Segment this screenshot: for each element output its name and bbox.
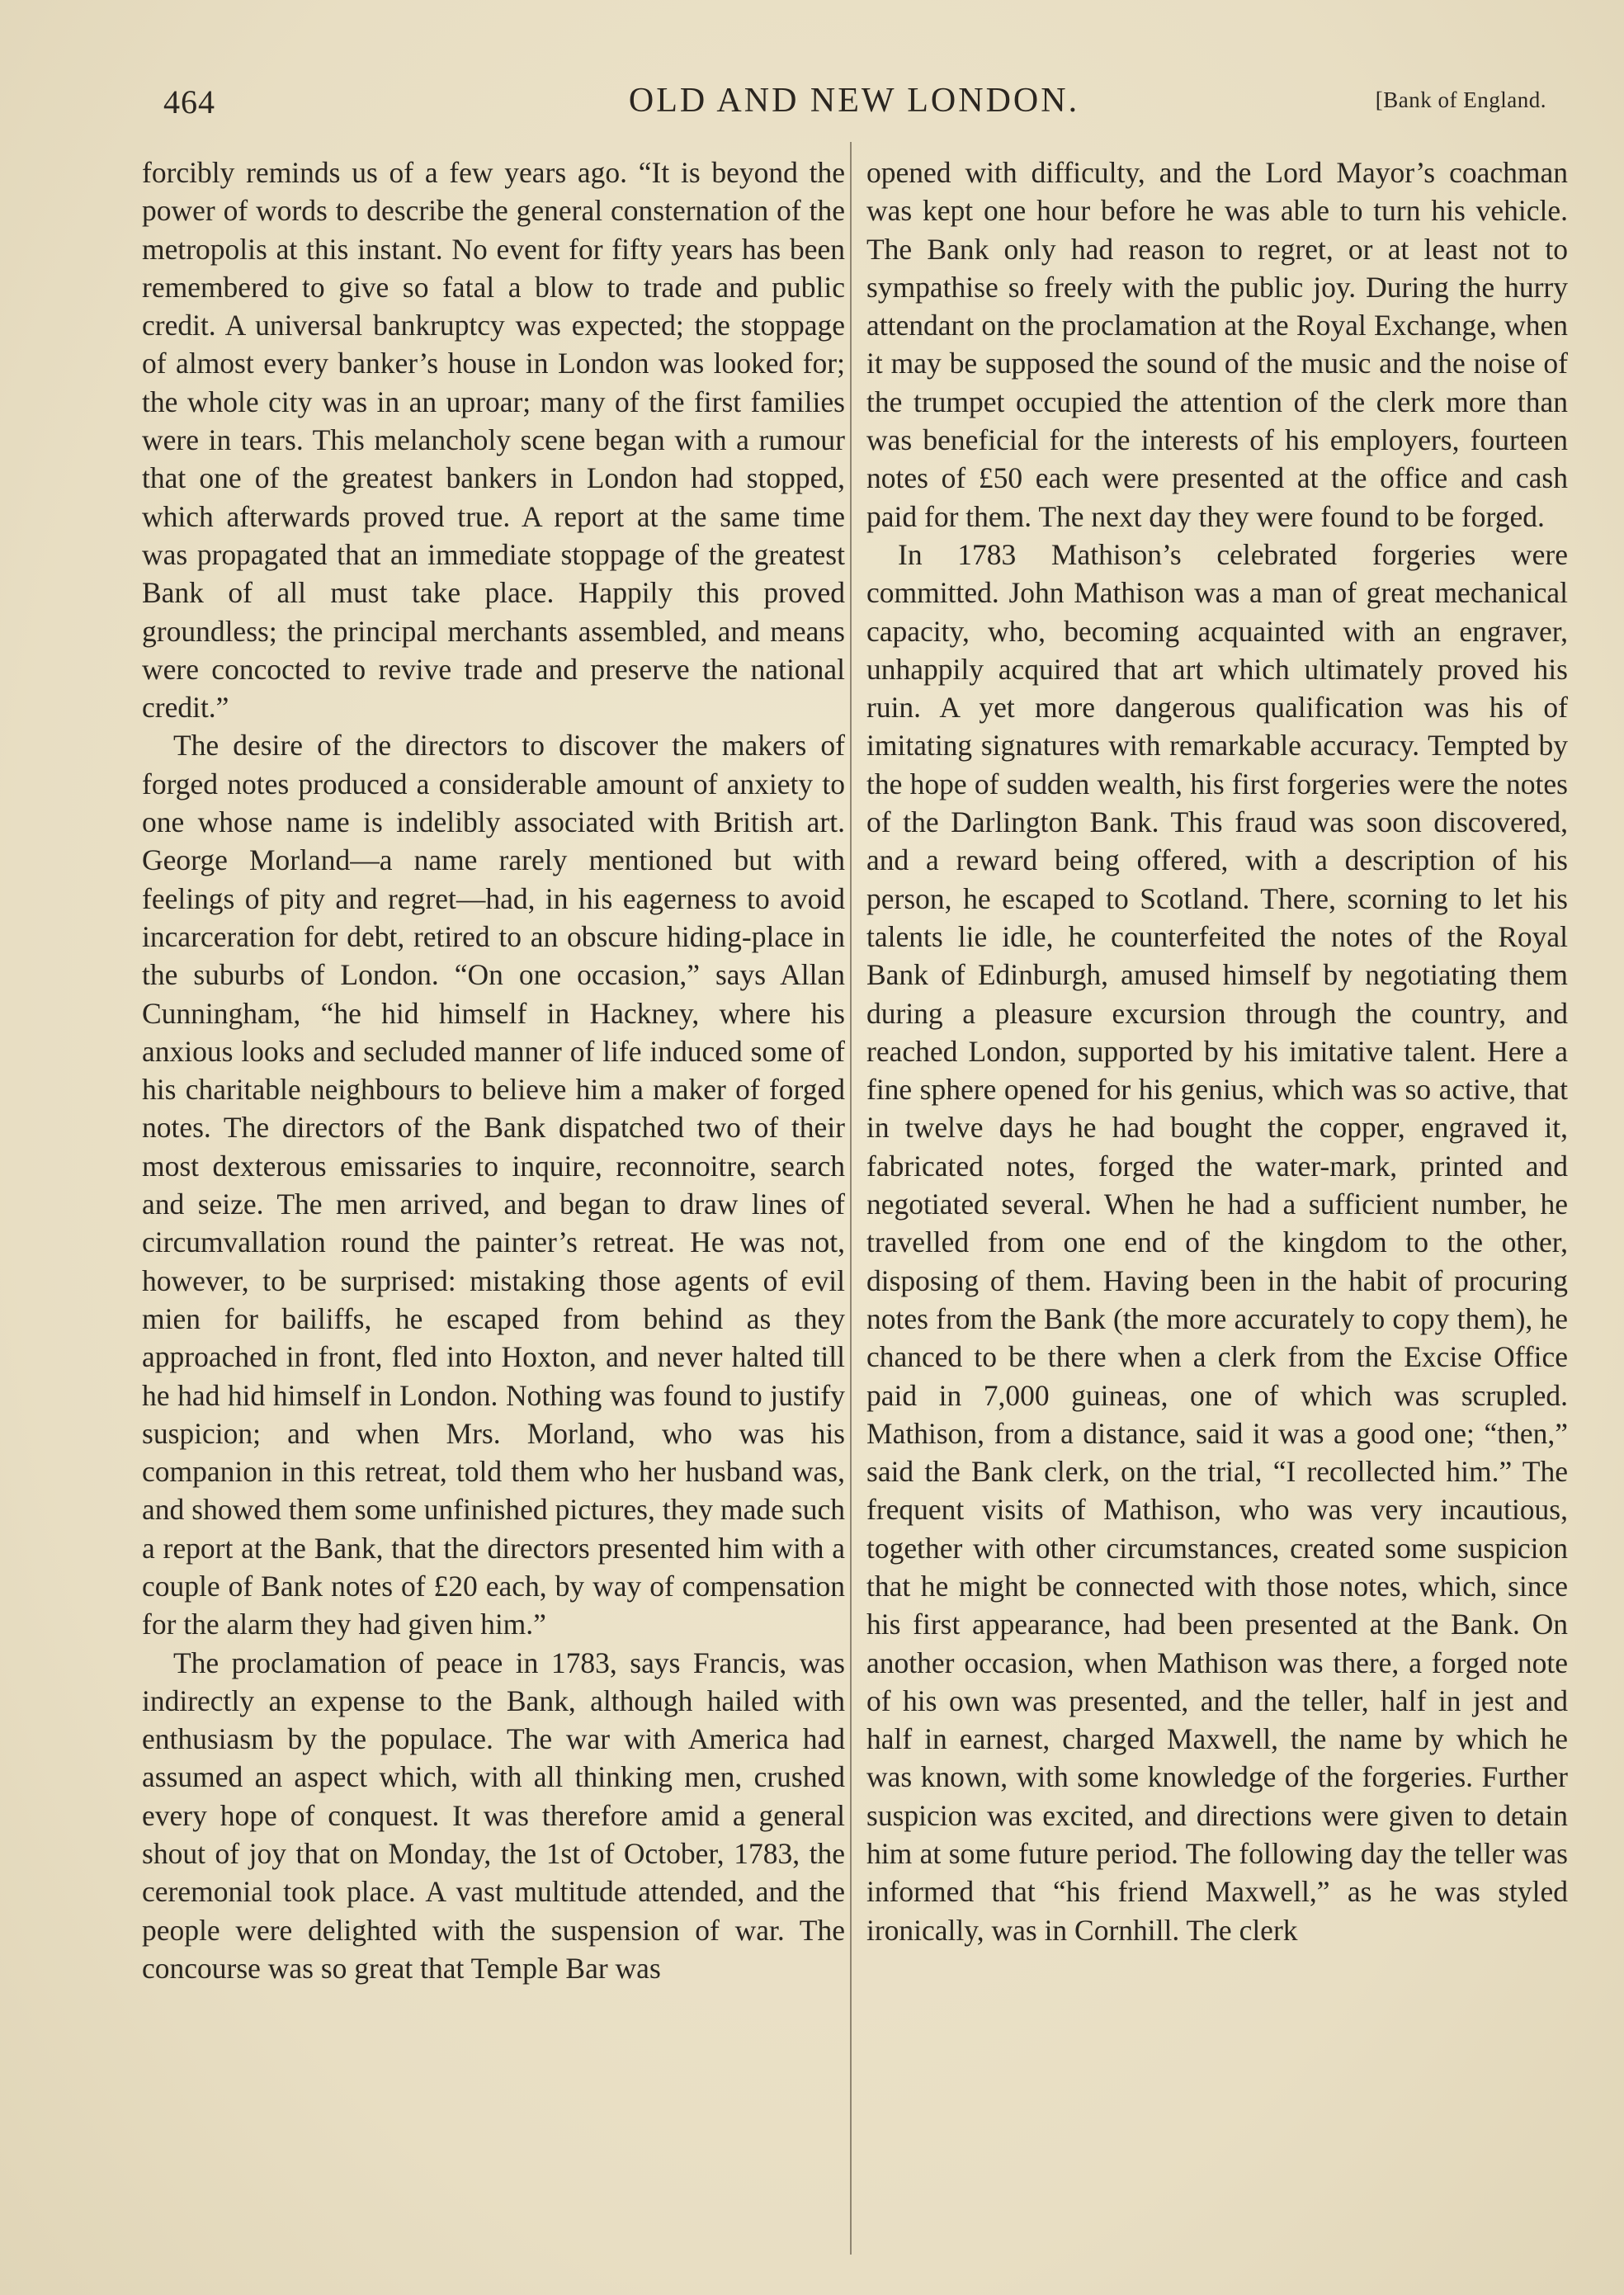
section-title: [Bank of England. bbox=[1375, 87, 1546, 112]
paragraph: The proclamation of peace in 1783, says Francis, was indirectly an expense to the Bank, although hailed with enthusiasm by the populace. The war with America had assumed an aspect which, with all thinking men, crushed every hope of conquest. It was therefore amid a general shout of joy that on Monday, the 1st of October, 1783, the ceremonial took place. A vast multitude attended, and the people were delighted with the suspension of war. The concourse was so great that Temple Bar was bbox=[142, 1646, 845, 1985]
paragraph: In 1783 Mathison’s celebrated forgeries were committed. John Mathison was a man of great mechanical capacity, who, becoming acquainted with an engraver, unhappily acquired that art which ultimately proved his ruin. A yet more dangerous qualification was his of imitating signatures with remarkable accuracy. Tempted by the hope of sudden wealth, his first forgeries were the notes of the Darlington Bank. This fraud was soon discovered, and a reward being offered, with a description of his person, he escaped to Scotland. There, scorning to let his talents lie idle, he counterfeited the notes of the Royal Bank of Edinburgh, amused himself by negotiating them during a pleasure excursion through the country, and reached London, supported by his imitative talent. Here a fine sphere opened for his genius, which was so active, that in twelve days he had bought the copper, engraved it, fabricated notes, forged the water-mark, printed and negotiated several. When he had a sufficient number, he travelled from one end of the kingdom to the other, disposing of them. Having been in the habit of procuring notes from the Bank (the more accurately to copy them), he chanced to be there when a clerk from the Excise Office paid in 7,000 guineas, one of which was scrupled. Mathison, from a distance, said it was a good one; “then,” said the Bank clerk, on the trial, “I recollected him.” The frequent visits of Mathison, who was very incautious, together with other circumstances, created some suspicion that he might be connected with those notes, which, since his first appearance, had been presented at the Bank. On another occasion, when Mathison was there, a forged note of his own was presented, and the teller, half in jest and half in earnest, charged Maxwell, the name by which he was known, with some knowledge of the forgeries. Further suspicion was excited, and directions were given to detain him at some future period. The following day the teller was informed that “his friend Maxwell,” as he was styled ironically, was in Cornhill. The clerk bbox=[866, 537, 1568, 1947]
left-column bbox=[142, 153, 845, 1987]
page-header bbox=[157, 76, 1551, 125]
paragraph: opened with difficulty, and the Lord Mayor’s coachman was kept one hour before he was able to turn his vehicle. The Bank only had reason to regret, or at least not to sympathise so freely with the public joy. During the hurry attendant on the proclamation at the Royal Exchange, when it may be supposed the sound of the music and the noise of the trumpet occupied the attention of the clerk more than was beneficial for the interests of his employers, fourteen notes of £50 each were presented at the office and cash paid for them. The next day they were found to be forged. bbox=[866, 156, 1568, 533]
right-column bbox=[866, 153, 1568, 1949]
running-title: OLD AND NEW LONDON. bbox=[628, 82, 1080, 120]
paragraph: The desire of the directors to discover the makers of forged notes produced a considerable amount of anxiety to one whose name is indelibly associated with British art. George Morland—a name rarely mentioned but with feelings of pity and regret—had, in his eagerness to avoid incarceration for debt, retired to an obscure hiding-place in the suburbs of London. “On one occasion,” says Allan Cunningham, “he hid himself in Hackney, where his anxious looks and secluded manner of life induced some of his charitable neighbours to believe him a maker of forged notes. The directors of the Bank dispatched two of their most dexterous emissaries to inquire, reconnoitre, search and seize. The men arrived, and began to draw lines of circumvallation round the painter’s retreat. He was not, however, to be surprised: mistaking those agents of evil mien for bailiffs, he escaped from behind as they approached in front, fled into Hoxton, and never halted till he had hid himself in London. Nothing was found to justify suspicion; and when Mrs. Morland, who was his companion in this retreat, told them who her husband was, and showed them some unfinished pictures, they made such a report at the Bank, that the directors presented him with a couple of Bank notes of £20 each, by way of compensation for the alarm they had given him.” bbox=[142, 729, 845, 1641]
paragraph: forcibly reminds us of a few years ago. “It is beyond the power of words to describe the general consternation of the metropolis at this instant. No event for fifty years has been remembered to give so fatal a blow to trade and public credit. A universal bankruptcy was expected; the stoppage of almost every banker’s house in London was looked for; the whole city was in an uproar; many of the first families were in tears. This melancholy scene began with a rumour that one of the greatest bankers in London had stopped, which afterwards proved true. A report at the same time was propagated that an immediate stoppage of the greatest Bank of all must take place. Happily this proved groundless; the principal merchants assembled, and means were concocted to revive trade and preserve the national credit.” bbox=[142, 156, 845, 725]
page-number: 464 bbox=[163, 83, 215, 120]
column-divider bbox=[850, 142, 852, 2255]
